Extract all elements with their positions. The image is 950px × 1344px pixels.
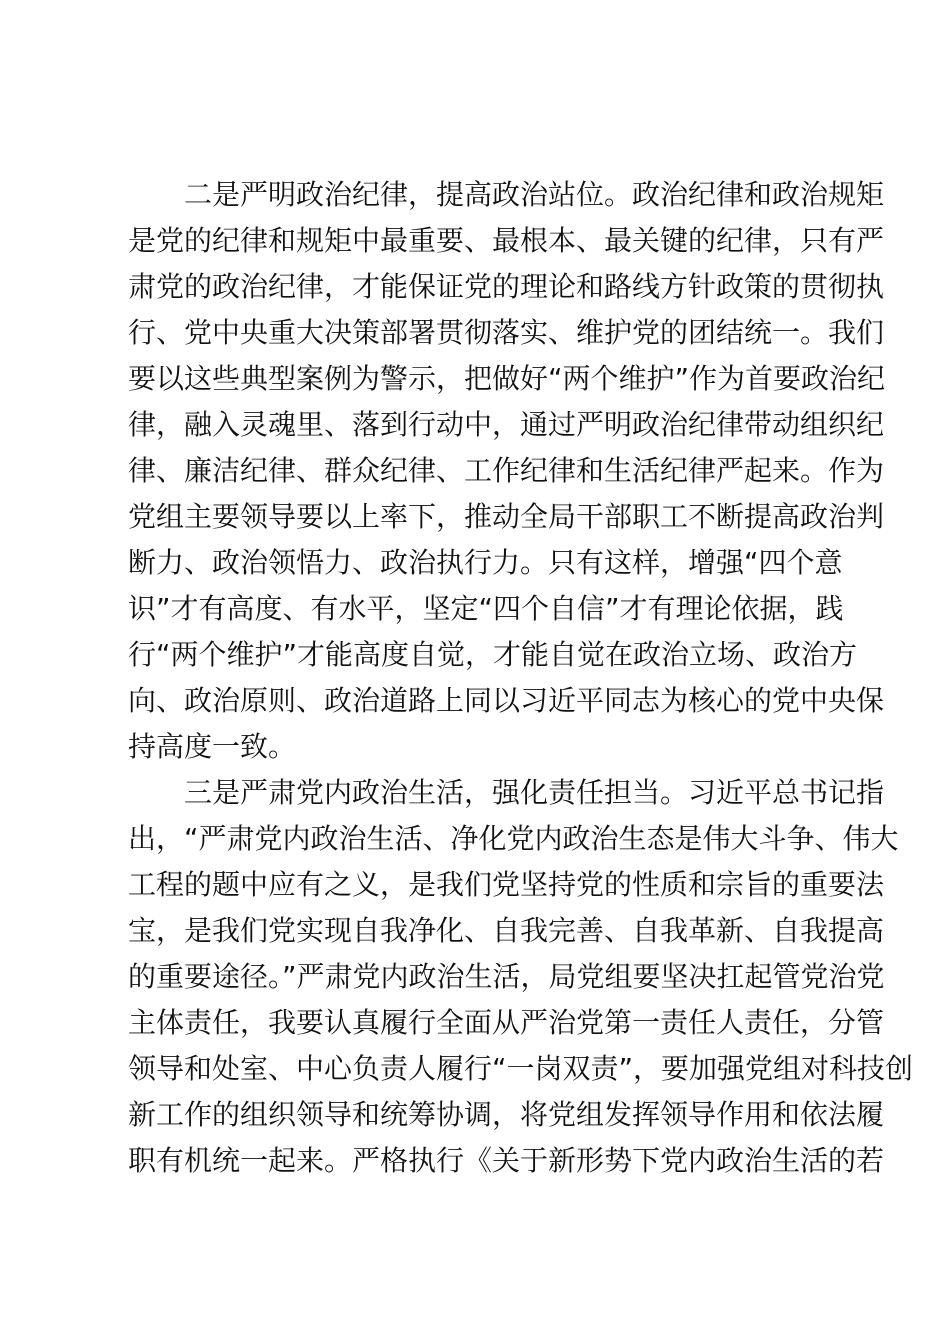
text-line: 领导和处室、中心负责人履行“一岗双责”，要加强党组对科技创 — [128, 1052, 914, 1085]
text-line: 宝，是我们党实现自我净化、自我完善、自我革新、自我提高 — [128, 914, 885, 947]
text-line: 向、政治原则、政治道路上同以习近平同志为核心的党中央保 — [128, 684, 885, 717]
text-line: 肃党的政治纪律，才能保证党的理论和路线方针政策的贯彻执 — [128, 270, 885, 303]
paragraph-political-discipline — [128, 172, 886, 770]
text-line: 出，“严肃党内政治生活、净化党内政治生态是伟大斗争、伟大 — [128, 822, 899, 855]
text-line: 新工作的组织领导和统筹协调，将党组发挥领导作用和依法履 — [128, 1098, 885, 1131]
text-line: 行、党中央重大决策部署贯彻落实、维护党的团结统一。我们 — [128, 316, 885, 349]
document-body — [128, 172, 914, 1184]
text-line: 二是严明政治纪律，提高政治站位。政治纪律和政治规矩 — [184, 178, 885, 211]
text-line: 律，融入灵魂里、落到行动中，通过严明政治纪律带动组织纪 — [128, 408, 885, 441]
text-line: 要以这些典型案例为警示，把做好“两个维护”作为首要政治纪 — [128, 362, 886, 395]
text-line: 职有机统一起来。严格执行《关于新形势下党内政治生活的若 — [128, 1144, 885, 1177]
text-line: 持高度一致。 — [128, 730, 297, 763]
text-line: 行“两个维护”才能高度自觉，才能自觉在政治立场、政治方 — [128, 638, 858, 671]
text-line: 工程的题中应有之义，是我们党坚持党的性质和宗旨的重要法 — [128, 868, 885, 901]
text-line: 是党的纪律和规矩中最重要、最根本、最关键的纪律，只有严 — [128, 224, 885, 257]
text-line: 的重要途径。”严肃党内政治生活，局党组要坚决扛起管党治党 — [128, 960, 885, 993]
text-line: 党组主要领导要以上率下，推动全局干部职工不断提高政治判 — [128, 500, 885, 533]
text-line: 主体责任，我要认真履行全面从严治党第一责任人责任，分管 — [128, 1006, 885, 1039]
text-line: 三是严肃党内政治生活，强化责任担当。习近平总书记指 — [184, 776, 885, 809]
paragraph-party-political-life — [128, 770, 914, 1184]
text-line: 律、廉洁纪律、群众纪律、工作纪律和生活纪律严起来。作为 — [128, 454, 885, 487]
text-line: 断力、政治领悟力、政治执行力。只有这样，增强“四个意 — [128, 546, 843, 579]
text-line: 识”才有高度、有水平，坚定“四个自信”才有理论依据，践 — [128, 592, 844, 625]
